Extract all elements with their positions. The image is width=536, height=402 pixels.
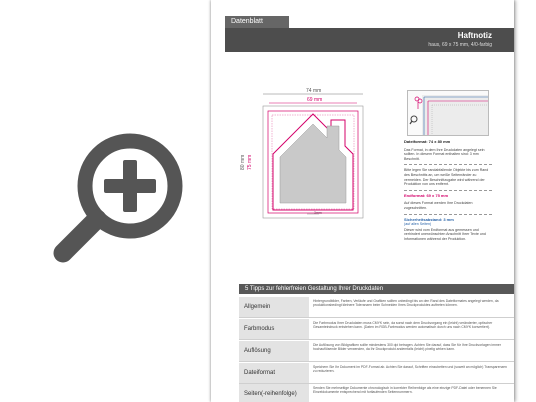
tip-label: Auflösung [239,341,309,361]
info-final-text: Auf dieses Format werden Ihre Druckdaten zugeschnitten. [404,201,473,210]
tip-row-farbmodus [239,319,514,340]
tip-text: Hintergrundbilder, Farben, Verläufe und Grafiken sollten unbedingt bis an den Rand des Dateiformates angelegt werden, da produktionsbedingt kleinere Toleranzen beim Schneiden Ihres Druckproduktes auftreten können. [313,299,499,308]
detail-corner-view [407,90,489,136]
tip-label: Seiten(-reihenfolge) [239,384,309,402]
info-safety-text: Dieser wird vom Endformat aus gemessen und verhindert unerwünschten Anschnitt Ihrer Texte und Informationen während der Produktion. [404,227,486,241]
tip-text: Die Farbmodus Ihrer Druckdaten muss CMYK sein, da sonst nach dem Druckvorgang ein (leicht) veränderter, optischer Gesamteindruck entstehen kann. (Daten im RGB-Farbmodus werden automatisch durch uns nach CMYK konvertiert). [313,321,493,330]
tip-text: Speichern Sie Ihr Dokument im PDF-Format ab. Achten Sie darauf, Schriften einzubetten und (soweit an möglich) Transparenzen zu reduzieren. [313,365,507,374]
info-format-note: Bitte legen Sie randabfallende Objekte bis zum Rand des Beschnitts an, um weiße Seitenränder zu vermeiden. Der Beschnittzugabe wird während der Produktion von uns entfernt. [404,168,489,187]
info-final-head: Endformat: 69 x 75 mm [404,192,449,198]
info-safety-head: Sicherheitsabstand: 3 mm [404,216,454,222]
info-safety-sub: (auf allen Seiten) [404,222,432,227]
dim-bottom-note: 3mm [314,211,322,215]
tip-row-dateiformat [239,363,514,384]
tip-label: Dateiformat [239,363,309,383]
format-info-panel [404,140,492,245]
dim-outer-height: 80 mm [240,154,246,170]
tip-label: Allgemein [239,297,309,317]
tip-label: Farbmodus [239,319,309,339]
product-subtitle: haus, 69 x 75 mm, 4/0-farbig [428,42,492,48]
tip-text: Senden Sie mehrseitige Dokumente chronologisch in korrekter Reihenfolge als eine einzige PDF-Datei oder benennen Sie Einzeldokumente entsprechend mit fortlaufenden Seitennummern. [313,386,497,395]
tip-text: Die Auflösung von Bildgrafiken sollte mindestens 300 dpi betragen. Achten Sie darauf, dass Sie für Ihre Druckvorlagen immer hochauflösende Bilder verwenden, da Ihr Druckprodukt andernfalls (leicht) pixelig wirken kann. [313,343,501,352]
dim-inner-width: 69 mm [307,97,323,103]
info-format-head: Dateiformat: 74 x 80 mm [404,139,451,144]
info-format-text: Das Format, in dem Ihre Druckdaten angelegt sein sollten. In diesem Format enthalten sind: 3 mm Beschnitt. [404,147,485,161]
tips-header: 5 Tipps zur fehlerfreien Gestaltung Ihrer Druckdaten [239,284,514,294]
dim-inner-height: 75 mm [247,154,253,170]
dim-outer-width: 74 mm [306,88,322,94]
tip-row-aufloesung [239,341,514,362]
house-shape-drawing [261,92,365,220]
datasheet-page[interactable] [211,0,514,402]
tip-row-seiten [239,384,514,402]
zoom-in-magnifier-icon[interactable] [48,120,198,270]
product-title: Haftnotiz [457,31,492,40]
corner-detail-graphic [408,91,488,135]
tip-row-allgemein [239,297,514,318]
header-tab: Datenblatt [225,16,289,28]
